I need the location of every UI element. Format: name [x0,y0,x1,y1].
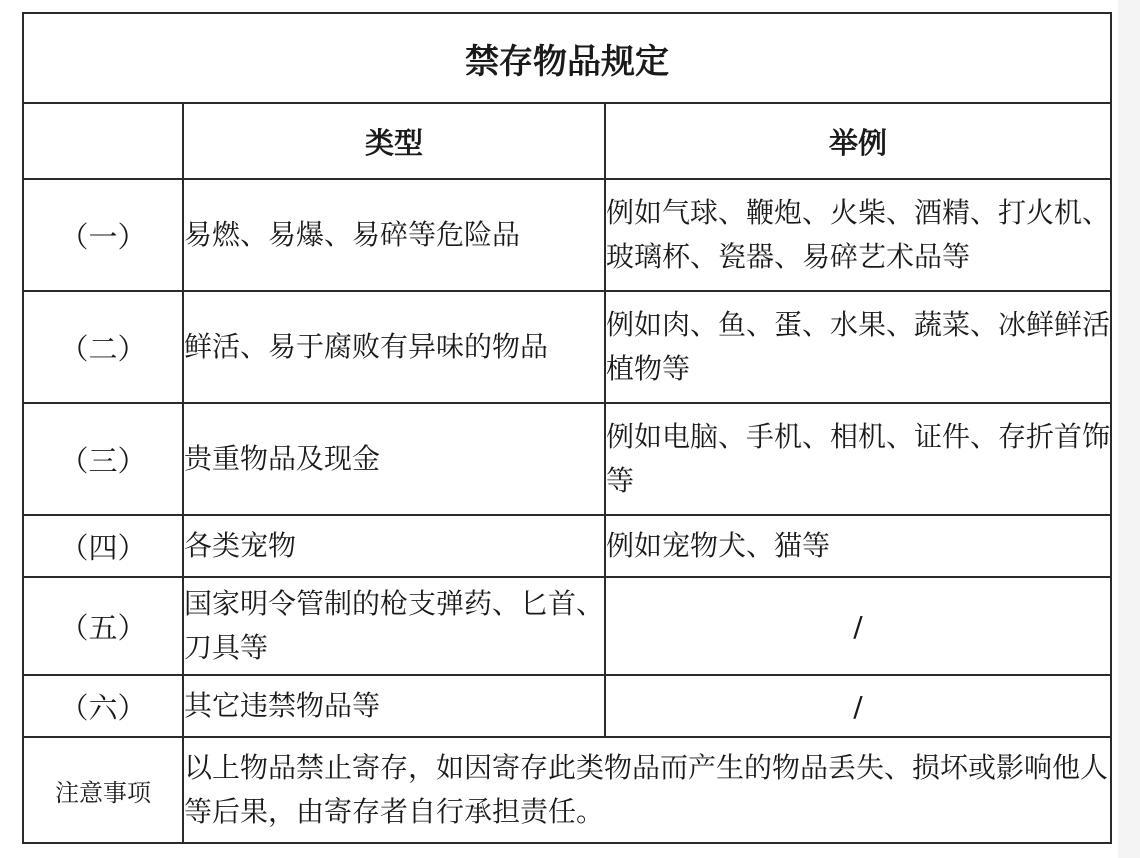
title-row [23,13,1111,103]
row-index: （四） [23,515,183,577]
header-blank [23,103,183,179]
prohibited-items-table [22,12,1112,844]
row-type: 鲜活、易于腐败有异味的物品 [183,291,605,403]
table-row [23,291,1111,403]
row-example: / [605,675,1111,737]
row-type: 其它违禁物品等 [183,675,605,737]
table-row [23,515,1111,577]
header-example: 举例 [605,103,1111,179]
row-type: 贵重物品及现金 [183,403,605,515]
row-index: （五） [23,577,183,675]
row-example: 例如宠物犬、猫等 [605,515,1111,577]
header-row [23,103,1111,179]
row-example: 例如肉、鱼、蛋、水果、蔬菜、冰鲜鲜活植物等 [605,291,1111,403]
row-type: 易燃、易爆、易碎等危险品 [183,179,605,291]
note-text: 以上物品禁止寄存，如因寄存此类物品而产生的物品丢失、损坏或影响他人等后果，由寄存者自行承担责任。 [183,737,1111,843]
row-index: （六） [23,675,183,737]
table-row [23,675,1111,737]
note-row [23,737,1111,843]
row-index: （三） [23,403,183,515]
row-index: （二） [23,291,183,403]
row-example: 例如电脑、手机、相机、证件、存折首饰等 [605,403,1111,515]
table-row [23,403,1111,515]
row-index: （一） [23,179,183,291]
header-type: 类型 [183,103,605,179]
row-example: / [605,577,1111,675]
note-label: 注意事项 [23,737,183,843]
page-margin [1118,0,1140,858]
row-type: 各类宠物 [183,515,605,577]
row-type: 国家明令管制的枪支弹药、匕首、刀具等 [183,577,605,675]
table-row [23,577,1111,675]
row-example: 例如气球、鞭炮、火柴、酒精、打火机、玻璃杯、瓷器、易碎艺术品等 [605,179,1111,291]
table-row [23,179,1111,291]
table-title: 禁存物品规定 [23,13,1111,103]
